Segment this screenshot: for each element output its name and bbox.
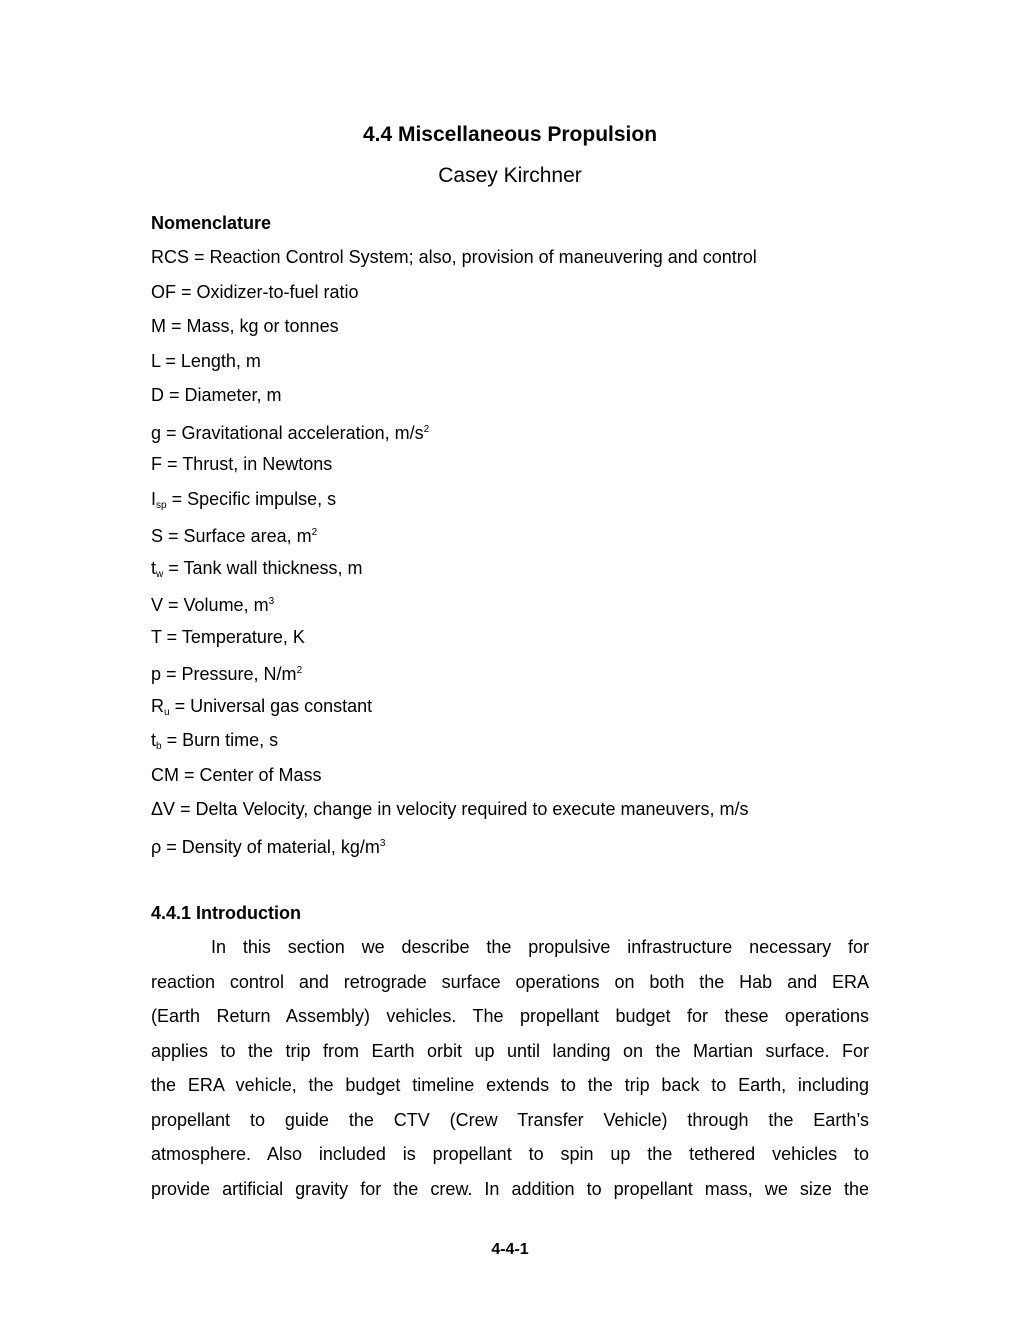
paragraph-line [151, 970, 869, 1005]
nomenclature-symbol: CM [151, 764, 179, 785]
nomenclature-item [151, 383, 757, 418]
nomenclature-symbol: p [151, 664, 162, 684]
paragraph-line-text: provide artificial gravity for the crew. In addition to propellant mass, we size the [151, 1178, 869, 1199]
nomenclature-symbol: F [151, 454, 162, 474]
nomenclature-superscript: 2 [423, 423, 430, 435]
nomenclature-symbol: t [151, 730, 157, 750]
nomenclature-subscript: b [156, 741, 162, 752]
nomenclature-definition: = Reaction Control System; also, provision of maneuvering and control [189, 247, 757, 267]
nomenclature-subscript: u [164, 706, 170, 718]
paragraph-line-text: atmosphere. Also included is propellant to spin up the tethered vehicles to [151, 1144, 869, 1164]
nomenclature-item [151, 659, 757, 694]
nomenclature-superscript: 2 [296, 665, 303, 676]
nomenclature-definition: = Volume, m [163, 595, 269, 615]
nomenclature-item [151, 245, 757, 280]
paragraph-line [151, 1073, 869, 1108]
nomenclature-symbol: ρ [151, 836, 162, 857]
nomenclature-symbol: M [151, 316, 166, 336]
nomenclature-symbol: RCS [151, 247, 190, 267]
nomenclature-definition: = Center of Mass [179, 764, 322, 785]
nomenclature-symbol: OF [151, 281, 176, 302]
nomenclature-definition: = Burn time, s [161, 730, 279, 750]
paragraph-line-text: applies to the trip from Earth orbit up until landing on the Martian surface. For [151, 1040, 869, 1061]
paragraph-line [151, 1142, 869, 1177]
paragraph-line [151, 1039, 869, 1074]
nomenclature-item [151, 314, 757, 349]
nomenclature-item [151, 797, 757, 832]
nomenclature-heading: Nomenclature [151, 213, 272, 233]
nomenclature-item [151, 452, 757, 487]
nomenclature-definition: = Universal gas constant [169, 695, 373, 716]
paragraph-line-text: the ERA vehicle, the budget timeline extends to the trip back to Earth, including [151, 1075, 869, 1095]
nomenclature-definition: = Density of material, kg/m [161, 836, 380, 857]
nomenclature-definition: = Diameter, m [164, 385, 282, 405]
paragraph-line-text: In this section we describe the propulsive infrastructure necessary for [211, 937, 869, 957]
nomenclature-definition: = Surface area, m [163, 526, 312, 546]
paragraph-line [151, 1004, 869, 1039]
nomenclature-list [151, 245, 757, 866]
nomenclature-symbol: S [151, 526, 164, 546]
paragraph-line [151, 1108, 869, 1143]
nomenclature-item [151, 556, 757, 591]
nomenclature-definition: = Pressure, N/m [161, 664, 297, 684]
nomenclature-item [151, 590, 757, 625]
nomenclature-symbol: R [151, 695, 164, 716]
paragraph-line-text: reaction control and retrograde surface operations on both the Hab and ERA [151, 971, 869, 992]
author-name: Casey Kirchner [438, 164, 582, 187]
nomenclature-item [151, 763, 757, 798]
paragraph-line-text: propellant to guide the CTV (Crew Transfer Vehicle) through the Earth’s [151, 1109, 869, 1130]
nomenclature-superscript: 3 [268, 596, 275, 607]
nomenclature-definition: = Thrust, in Newtons [162, 454, 333, 474]
nomenclature-symbol: t [151, 557, 157, 578]
nomenclature-symbol: I [151, 488, 157, 509]
nomenclature-symbol: g [151, 422, 162, 443]
nomenclature-item [151, 418, 757, 453]
nomenclature-superscript: 3 [379, 837, 386, 849]
introduction-paragraph [151, 935, 869, 1211]
nomenclature-item [151, 832, 757, 867]
nomenclature-item [151, 694, 757, 729]
paragraph-line [151, 1177, 869, 1212]
nomenclature-definition: = Oxidizer-to-fuel ratio [176, 281, 359, 302]
section-title: 4.4 Miscellaneous Propulsion [362, 123, 658, 146]
nomenclature-symbol: T [151, 626, 162, 647]
nomenclature-symbol: L [151, 350, 161, 371]
nomenclature-superscript: 2 [311, 527, 318, 538]
nomenclature-symbol: V [151, 595, 164, 615]
nomenclature-item [151, 728, 757, 763]
nomenclature-symbol: ΔV [151, 799, 176, 819]
nomenclature-definition: = Specific impulse, s [166, 488, 337, 509]
nomenclature-item [151, 487, 757, 522]
paragraph-line-text: (Earth Return Assembly) vehicles. The propellant budget for these operations [151, 1006, 869, 1026]
page-number: 4-4-1 [491, 1241, 529, 1258]
nomenclature-symbol: D [151, 385, 164, 405]
nomenclature-definition: = Delta Velocity, change in velocity required to execute maneuvers, m/s [175, 799, 749, 819]
introduction-heading: 4.4.1 Introduction [151, 903, 302, 923]
nomenclature-item [151, 280, 757, 315]
nomenclature-definition: = Tank wall thickness, m [163, 557, 363, 578]
nomenclature-item [151, 625, 757, 660]
nomenclature-definition: = Temperature, K [161, 626, 305, 647]
nomenclature-item [151, 349, 757, 384]
nomenclature-item [151, 521, 757, 556]
nomenclature-subscript: sp [156, 499, 167, 511]
nomenclature-subscript: w [156, 568, 164, 580]
nomenclature-definition: = Gravitational acceleration, m/s [161, 422, 424, 443]
nomenclature-definition: = Length, m [160, 350, 261, 371]
nomenclature-definition: = Mass, kg or tonnes [166, 316, 339, 336]
paragraph-line [151, 935, 869, 970]
